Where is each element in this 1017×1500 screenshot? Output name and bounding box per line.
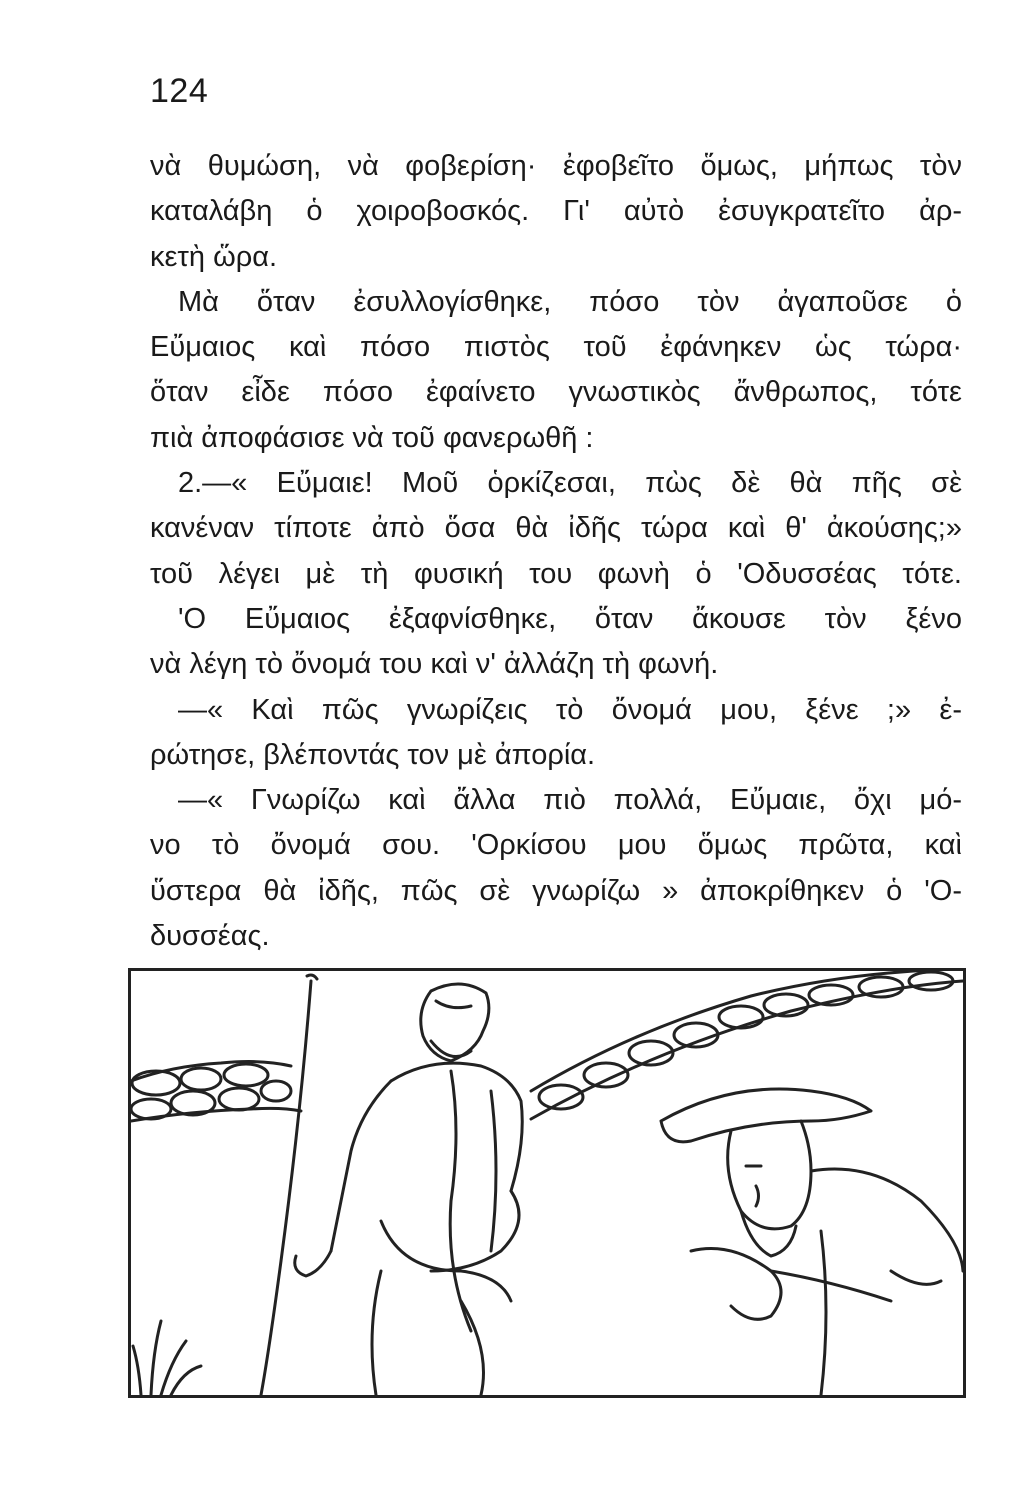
- text-line: καταλάβη ὁ χοιροβοσκός. Γι' αὐτὸ ἐσυγκρατεῖτο ἀρ-: [150, 195, 962, 228]
- illustration-frame: [128, 968, 966, 1398]
- illustration-drawing: [131, 971, 963, 1395]
- text-line: 2.—« Εὔμαιε! Μοῦ ὁρκίζεσαι, πὼς δὲ θὰ πῆς σὲ: [178, 467, 962, 500]
- text-line: κανέναν τίποτε ἀπὸ ὅσα θὰ ἰδῆς τώρα καὶ θ' ἀκούσης;»: [150, 512, 962, 545]
- stone-wall-left: [131, 1062, 301, 1121]
- text-line: νο τὸ ὄνομά σου. 'Ορκίσου μου ὅμως πρῶτα, καὶ: [150, 829, 962, 862]
- text-line: Μὰ ὅταν ἐσυλλογίσθηκε, πόσο τὸν ἀγαποῦσε ὁ: [178, 285, 962, 318]
- grass-tuft: [133, 1321, 201, 1395]
- stone-wall-right: [531, 971, 963, 1119]
- staff: [261, 981, 311, 1395]
- text-line: ὕστερα θὰ ἰδῆς, πῶς σὲ γνωρίζω » ἀποκρίθηκεν ὁ 'Ο-: [150, 874, 962, 907]
- seated-figure: [661, 1089, 963, 1395]
- text-line: δυσσέας.: [150, 920, 270, 953]
- page-number: 124: [150, 72, 209, 110]
- text-line: 'Ο Εὔμαιος ἐξαφνίσθηκε, ὅταν ἄκουσε τὸν ξένο: [178, 602, 962, 635]
- text-line: νὰ λέγη τὸ ὄνομά του καὶ ν' ἀλλάζη τὴ φωνή.: [150, 648, 719, 681]
- text-line: ρώτησε, βλέποντάς τον μὲ ἀπορία.: [150, 738, 596, 771]
- text-line: ὅταν εἶδε πόσο ἐφαίνετο γνωστικὸς ἄνθρωπος, τότε: [150, 376, 962, 409]
- text-line: —« Γνωρίζω καὶ ἄλλα πιὸ πολλά, Εὔμαιε, ὄχι μό-: [178, 784, 962, 817]
- text-line: —« Καὶ πῶς γνωρίζεις τὸ ὄνομά μου, ξένε ;» ἐ-: [178, 693, 962, 726]
- standing-figure: [295, 984, 523, 1395]
- text-line: κετὴ ὥρα.: [150, 240, 278, 273]
- body-text: [150, 144, 962, 959]
- text-line: νὰ θυμώση, νὰ φοβερίση· ἐφοβεῖτο ὅμως, μήπως τὸν: [150, 150, 962, 182]
- text-line: πιὰ ἀποφάσισε νὰ τοῦ φανερωθῆ :: [150, 421, 594, 454]
- text-line: Εὔμαιος καὶ πόσο πιστὸς τοῦ ἐφάνηκεν ὡς τώρα·: [150, 331, 962, 364]
- text-line: τοῦ λέγει μὲ τὴ φυσική του φωνὴ ὁ 'Οδυσσέας τότε.: [150, 557, 962, 590]
